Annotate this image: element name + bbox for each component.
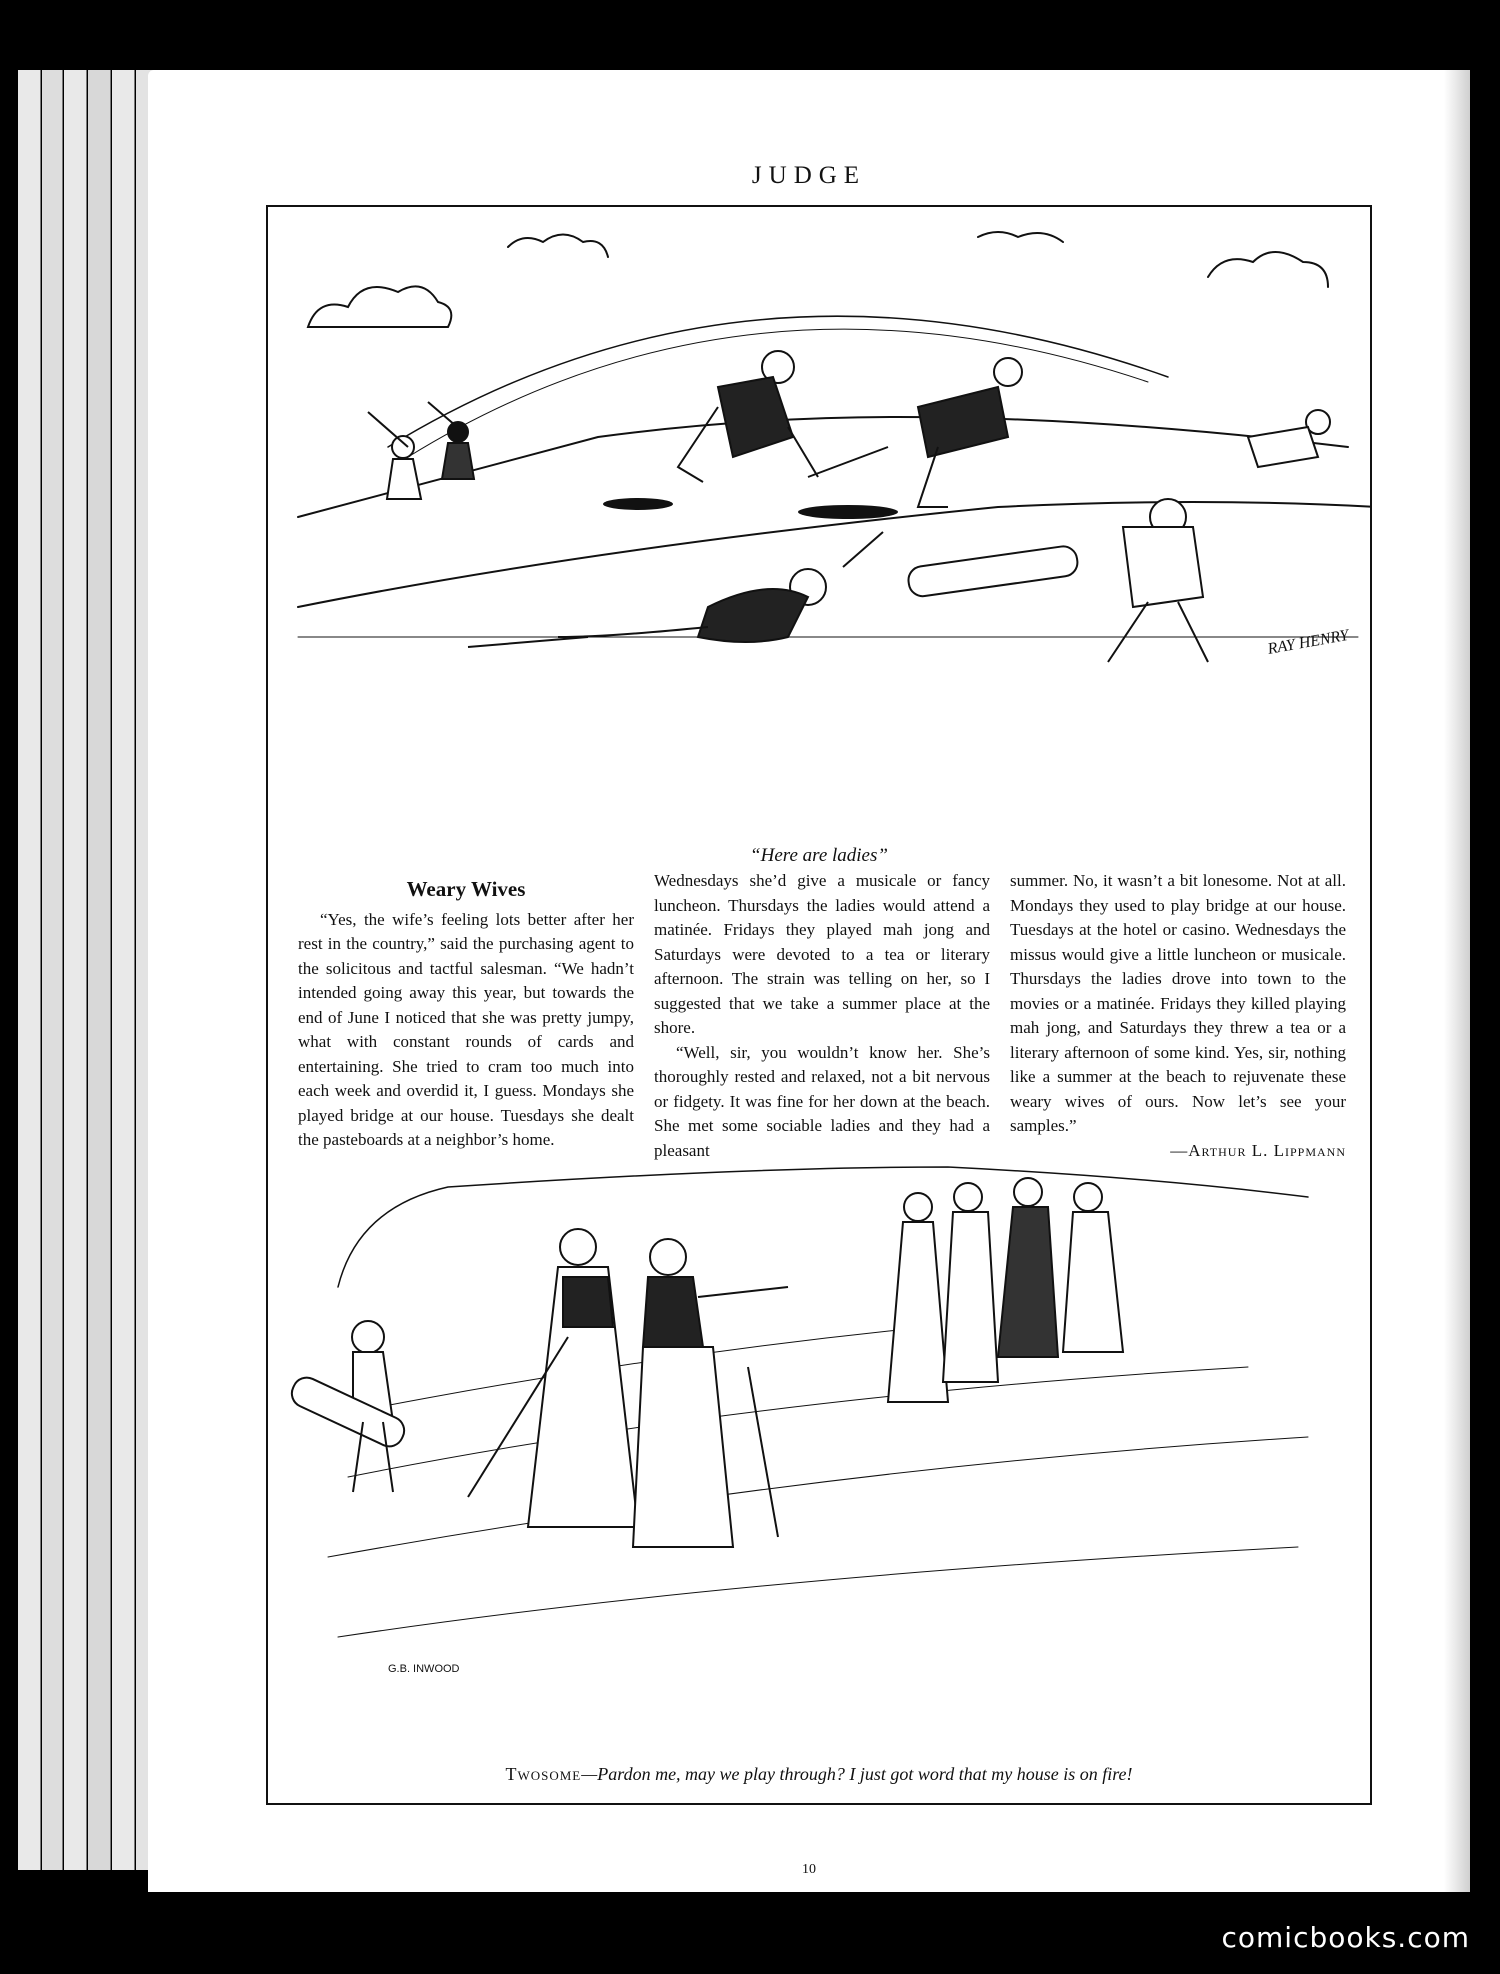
site-watermark: comicbooks.com <box>1221 1921 1470 1954</box>
article-paragraph: Wednesdays she’d give a musicale or fancy luncheon. Thursdays the ladies would attend a matinée. Fridays they played mah jong and Saturdays were devoted to a tea or literary afternoon. The strain was telling on her, so I suggested that we take a summer place at the shore. <box>654 871 990 1037</box>
foursome-golfers <box>888 1178 1123 1402</box>
boy-caddie <box>287 1321 408 1492</box>
golf-cartoon-bottom <box>268 1137 1370 1757</box>
top-artist-signature: RAY HENRY <box>1266 626 1351 658</box>
article-author: —Arthur L. Lippmann <box>1170 1140 1346 1160</box>
page-frame <box>266 205 1372 1805</box>
article-column-1 <box>298 869 634 1153</box>
caption-text: —Pardon me, may we play through? I just got word that my house is on fire! <box>581 1764 1133 1784</box>
book-page-edges <box>18 70 158 1870</box>
article-paragraph: “Yes, the wife’s feeling lots better after her rest in the country,” said the purchasing agent to the solicitous and tactful salesman. “We hadn’t intended going away this year, but towards the end of June I noticed that she was pretty jumpy, what with constant rounds of cards and entertaining. She tried to cram too much into each week and overdid it, I guess. Mondays she played bridge at our house. Tuesdays she dealt the pasteboards at a neighbor’s home. <box>298 909 634 1149</box>
page-shadow <box>1444 70 1470 1892</box>
golfer-fallen-far-right <box>1248 410 1330 467</box>
caption-speaker: Twosome <box>505 1764 582 1784</box>
dune-line <box>338 1167 1308 1287</box>
article-column-2 <box>654 869 990 1163</box>
falling-golfer-right <box>808 358 1022 507</box>
cloud-center <box>508 235 608 258</box>
top-cartoon-caption: “Here are ladies” <box>750 845 888 866</box>
magazine-page <box>148 70 1470 1892</box>
bottom-cartoon-caption <box>268 1763 1370 1785</box>
article-paragraph: “Well, sir, you wouldn’t know her. She’s thoroughly rested and relaxed, not a bit nervous or fidgety. It was fine for her down at the beach. She met some sociable ladies and they had a pleasant <box>654 1042 990 1160</box>
cloud-right <box>1208 252 1328 287</box>
caddie-running <box>907 499 1208 662</box>
twosome-golfers <box>468 1229 788 1547</box>
fallen-golfer-lying <box>468 532 883 647</box>
magazine-title: JUDGE <box>751 162 867 189</box>
falling-golfer-center <box>678 351 818 482</box>
article-title: Weary Wives <box>406 877 526 901</box>
article-paragraph: summer. No, it wasn’t a bit lonesome. Not at all. Mondays they used to play bridge at our house. Tuesdays at the hotel or casino. Wednesdays the missus would give a little luncheon or musicale. Thursdays the ladies drove into town to the movies or a matinée. Fridays they killed playing mah jong, and Saturdays they threw a tea or a literary afternoon of some kind. Yes, sir, nothing like a summer at the beach to rejuvenate these weary wives of ours. Now let’s see your samples.” <box>1010 871 1346 1135</box>
cloud-left <box>308 286 451 327</box>
article-column-3 <box>1010 869 1346 1163</box>
golf-cartoon-top <box>268 207 1370 707</box>
page-number: 10 <box>802 1862 816 1877</box>
bottom-artist-signature: G.B. INWOOD <box>388 1663 460 1675</box>
